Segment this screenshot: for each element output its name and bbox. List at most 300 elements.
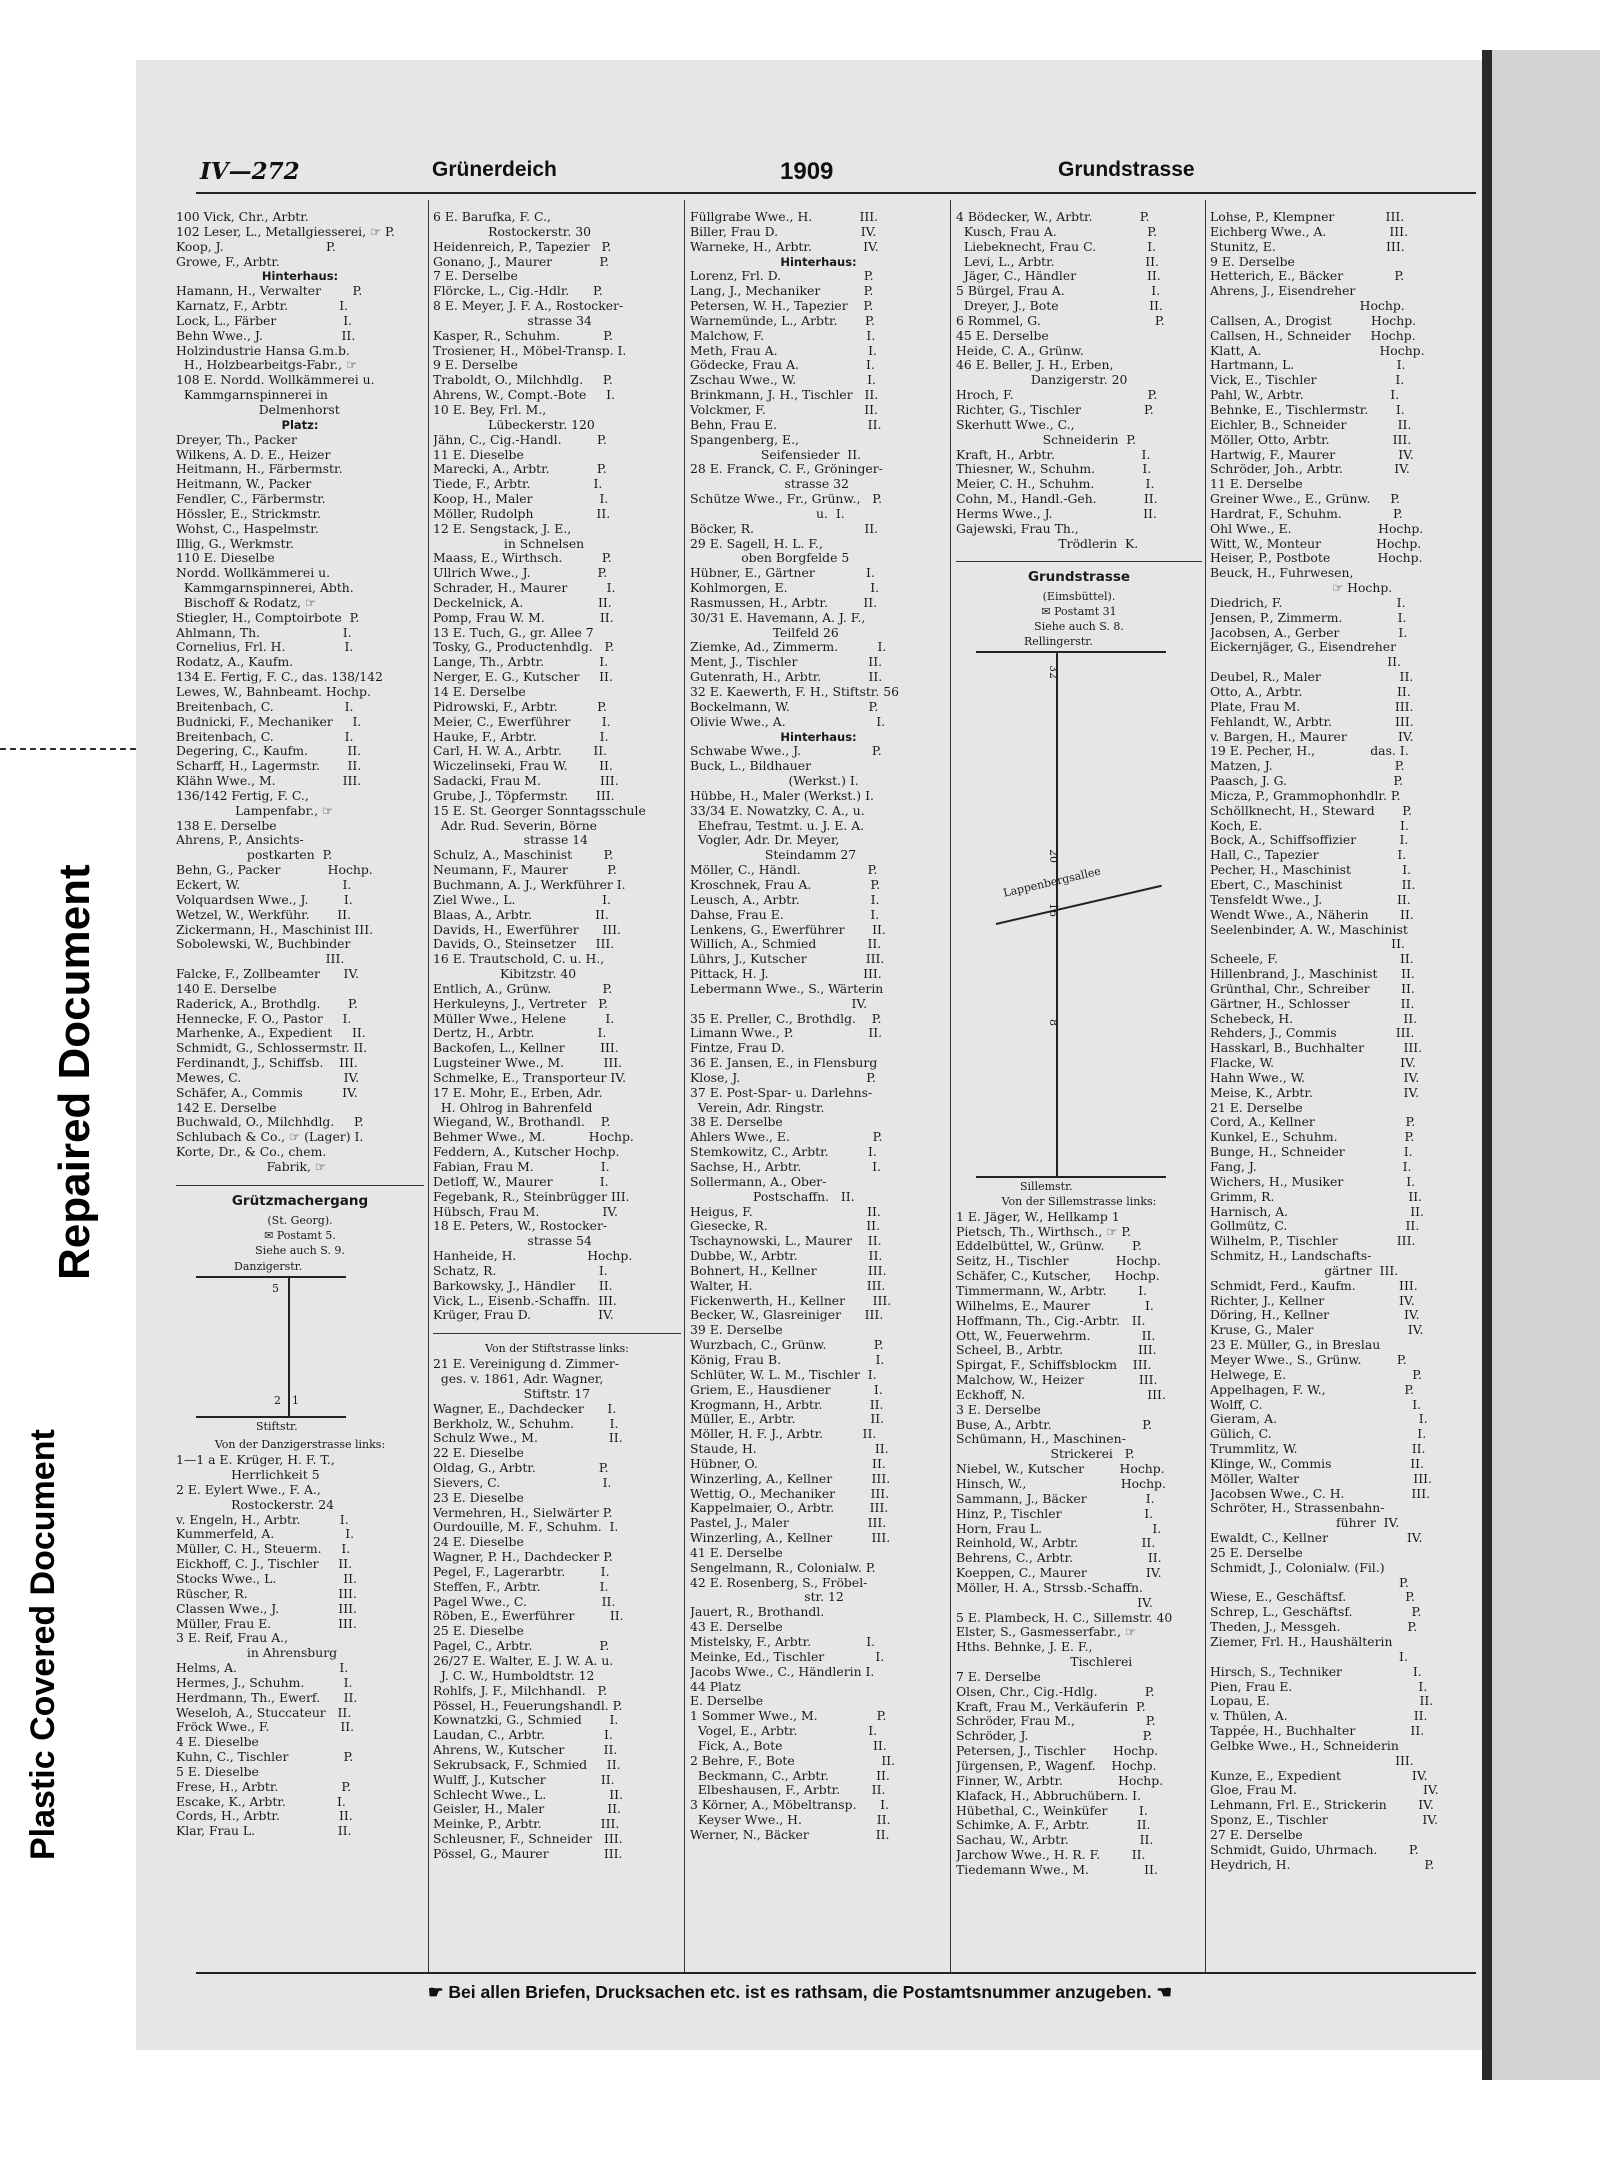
directory-entry: Behrens, C., Arbtr. II. bbox=[956, 1551, 1162, 1566]
directory-entry: Jacobsen Wwe., C. H. III. bbox=[1210, 1486, 1431, 1501]
directory-entry: Wilhelms, E., Maurer I. bbox=[956, 1298, 1154, 1313]
directory-entry: Pegel, F., Lagerarbtr. I. bbox=[433, 1564, 610, 1579]
directory-entry: Beckmann, C., Arbtr. II. bbox=[690, 1768, 890, 1783]
directory-entry: Cords, H., Arbtr. II. bbox=[176, 1809, 353, 1824]
directory-entry: 11 E. Dieselbe bbox=[433, 447, 524, 462]
directory-entry: in Ahrensburg bbox=[176, 1646, 338, 1661]
directory-entry: Vogler, Adr. Dr. Meyer, bbox=[690, 833, 840, 848]
directory-entry: Schütze Wwe., Fr., Grünw., P. bbox=[690, 492, 883, 507]
directory-entry: Harnisch, A. II. bbox=[1210, 1204, 1424, 1219]
directory-entry: Schulz, A., Maschinist P. bbox=[433, 848, 614, 863]
directory-entry: Geisler, H., Maler II. bbox=[433, 1802, 621, 1817]
directory-entry: Adr. Rud. Severin, Börne bbox=[433, 818, 598, 833]
directory-entry: 102 Leser, L., Metallgiesserei, ☞ P. bbox=[176, 224, 395, 239]
directory-entry: Winzerling, A., Kellner III. bbox=[690, 1471, 891, 1486]
directory-entry: Jauert, R., Brothandl. bbox=[690, 1605, 825, 1620]
directory-entry: Danzigerstr. 20 bbox=[956, 373, 1128, 388]
directory-entry: 142 E. Derselbe bbox=[176, 1100, 277, 1115]
directory-entry: Greiner Wwe., E., Grünw. P. bbox=[1210, 492, 1400, 507]
directory-entry: Schröder, Frau M., P. bbox=[956, 1714, 1156, 1729]
directory-entry: Hössler, E., Strickmstr. bbox=[176, 506, 321, 521]
directory-entry: Pagel Wwe., C. II. bbox=[433, 1594, 616, 1609]
directory-entry: Lugsteiner Wwe., M. III. bbox=[433, 1056, 623, 1071]
directory-entry: Escake, K., Arbtr. I. bbox=[176, 1794, 346, 1809]
directory-entry: Seelenbinder, A. W., Maschinist bbox=[1210, 922, 1408, 937]
directory-entry: Classen Wwe., J. III. bbox=[176, 1601, 357, 1616]
directory-entry: Hroch, F. P. bbox=[956, 388, 1158, 403]
directory-entry: Klatt, A. Hochp. bbox=[1210, 343, 1425, 358]
directory-entry: Hübethal, C., Weinküfer I. bbox=[956, 1803, 1148, 1818]
map-house-number: 2 bbox=[274, 1394, 281, 1408]
directory-entry: Koch, E. I. bbox=[1210, 818, 1409, 833]
directory-entry: Micza, P., Grammophonhdlr. P. bbox=[1210, 788, 1401, 803]
directory-entry: 136/142 Fertig, F. C., bbox=[176, 788, 309, 803]
directory-entry: Tschaynowski, L., Maurer II. bbox=[690, 1234, 882, 1249]
directory-entry: Ahlers Wwe., E. P. bbox=[690, 1130, 883, 1145]
map-house-number: 8 bbox=[1047, 1018, 1060, 1026]
directory-entry: Wilhelm, P., Tischler III. bbox=[1210, 1234, 1416, 1249]
directory-entry: Trödlerin K. bbox=[956, 536, 1139, 551]
directory-entry: Rasmussen, H., Arbtr. II. bbox=[690, 595, 878, 610]
directory-entry: Barkowsky, J., Händler II. bbox=[433, 1278, 613, 1293]
directory-entry: Verein, Adr. Ringstr. bbox=[690, 1100, 825, 1115]
directory-entry: Koeppen, C., Maurer IV. bbox=[956, 1566, 1162, 1581]
directory-entry: Appelhagen, F. W., P. bbox=[1210, 1382, 1415, 1397]
directory-entry: Möller, Walter III. bbox=[1210, 1471, 1432, 1486]
directory-entry: IV. bbox=[956, 1595, 1153, 1610]
directory-entry: v. Engeln, H., Arbtr. I. bbox=[176, 1512, 349, 1527]
directory-entry: Wichers, H., Musiker I. bbox=[1210, 1174, 1416, 1189]
directory-entry: Thiesner, W., Schuhm. I. bbox=[956, 462, 1152, 477]
directory-entry: Spangenberg, E., bbox=[690, 432, 799, 447]
directory-entry: Döring, H., Kellner IV. bbox=[1210, 1308, 1420, 1323]
directory-entry: Eichberg Wwe., A. III. bbox=[1210, 224, 1409, 239]
directory-entry: Kroschnek, Frau A. P. bbox=[690, 877, 881, 892]
directory-entry: III. bbox=[176, 952, 345, 967]
page-number: IV—272 bbox=[200, 158, 300, 185]
directory-entry: Meinke, P., Arbtr. III. bbox=[433, 1817, 620, 1832]
directory-entry: Wagner, E., Dachdecker I. bbox=[433, 1401, 617, 1416]
directory-entry: Kunkel, E., Schuhm. P. bbox=[1210, 1130, 1415, 1145]
directory-entry: Koop, J. P. bbox=[176, 239, 336, 254]
directory-entry: Müller, Frau E. III. bbox=[176, 1616, 357, 1631]
directory-entry: Malchow, F. I. bbox=[690, 328, 876, 343]
directory-entry: Hanheide, H. Hochp. bbox=[433, 1249, 633, 1264]
directory-entry: Eckhoff, N. III. bbox=[956, 1387, 1166, 1402]
directory-entry: Bischoff & Rodatz, ☞ bbox=[176, 595, 316, 610]
street-note: Von der Danzigerstrasse links: bbox=[214, 1438, 386, 1452]
directory-entry: Jacobs Wwe., C., Händlerin I. bbox=[690, 1664, 875, 1679]
directory-entry: H., Holzbearbeitgs-Fabr., ☞ bbox=[176, 358, 358, 373]
directory-entry: Kasper, R., Schuhm. P. bbox=[433, 328, 613, 343]
directory-entry: Heiser, P., Postbote Hochp. bbox=[1210, 551, 1423, 566]
directory-entry: Weseloh, A., Stuccateur II. bbox=[176, 1705, 352, 1720]
directory-entry: 2 E. Eylert Wwe., F. A., bbox=[176, 1482, 321, 1497]
directory-entry: Eddelbüttel, W., Grünw. P. bbox=[956, 1239, 1142, 1254]
directory-entry: Ferdinandt, J., Schiffsb. III. bbox=[176, 1056, 358, 1071]
directory-entry: 4 E. Dieselbe bbox=[176, 1735, 259, 1750]
directory-entry: Wendt Wwe., A., Näherin II. bbox=[1210, 907, 1414, 922]
directory-entry: Vick, L., Eisenb.-Schaffn. III. bbox=[433, 1293, 617, 1308]
directory-entry: 100 Vick, Chr., Arbtr. bbox=[176, 210, 309, 224]
directory-entry: Niebel, W., Kutscher Hochp. bbox=[956, 1462, 1165, 1477]
directory-entry: Detloff, W., Maurer I. bbox=[433, 1174, 609, 1189]
directory-entry: Möller, H. A., Strssb.-Schaffn. bbox=[956, 1580, 1143, 1595]
directory-entry: Volckmer, F. II. bbox=[690, 402, 878, 417]
directory-entry: Röben, E., Ewerführer II. bbox=[433, 1609, 624, 1624]
directory-entry: Herms Wwe., J. II. bbox=[956, 506, 1157, 521]
section-divider bbox=[433, 1333, 681, 1334]
directory-entry: 8 E. Meyer, J. F. A., Rostocker- bbox=[433, 299, 624, 314]
directory-entry: Möller, Rudolph II. bbox=[433, 506, 611, 521]
directory-entry: Davids, H., Ewerführer III. bbox=[433, 922, 621, 937]
directory-entry: 42 E. Rosenberg, S., Fröbel- bbox=[690, 1575, 868, 1590]
directory-entry: Möller, C., Händl. P. bbox=[690, 863, 878, 878]
directory-entry: Ebert, C., Maschinist II. bbox=[1210, 877, 1416, 892]
map-street-line bbox=[196, 1276, 346, 1278]
directory-entry: Stunitz, E. III. bbox=[1210, 239, 1405, 254]
directory-entry: Diedrich, F. I. bbox=[1210, 595, 1406, 610]
directory-entry: Marecki, A., Arbtr. P. bbox=[433, 462, 607, 477]
directory-entry: 23 E. Dieselbe bbox=[433, 1490, 524, 1505]
directory-entry: strasse 34 bbox=[433, 313, 592, 328]
map-house-number: 1 bbox=[292, 1394, 299, 1408]
street-map-gruetzmachergang bbox=[176, 1258, 424, 1438]
directory-entry: Ahrens, J., Eisendreher bbox=[1210, 284, 1356, 299]
directory-entry: 21 E. Derselbe bbox=[1210, 1100, 1303, 1115]
directory-entry: Lampenfabr., ☞ bbox=[176, 803, 334, 818]
directory-entry: 45 E. Derselbe bbox=[956, 328, 1049, 343]
directory-entry: Werner, N., Bäcker II. bbox=[690, 1827, 890, 1842]
footer-notice: ☛ Bei allen Briefen, Drucksachen etc. ist es rathsam, die Postamtsnummer anzugeben. ☚ bbox=[427, 1982, 1173, 2002]
directory-entry: Wagner, P. H., Dachdecker P. bbox=[433, 1550, 613, 1565]
directory-entry: Füllgrabe Wwe., H. III. bbox=[690, 210, 879, 224]
directory-entry: 17 E. Mohr, E., Erben, Adr. bbox=[433, 1085, 603, 1100]
directory-entry: Heitmann, H., Färbermstr. bbox=[176, 462, 343, 477]
directory-entry: Eckert, W. I. bbox=[176, 877, 352, 892]
directory-entry: Sollermann, A., Ober- bbox=[690, 1174, 827, 1189]
directory-entry: Fegebank, R., Steinbrügger III. bbox=[433, 1189, 630, 1204]
column-divider bbox=[428, 200, 429, 1972]
directory-entry: Rostockerstr. 24 bbox=[176, 1497, 334, 1512]
directory-entry: Lührs, J., Kutscher III. bbox=[690, 952, 885, 967]
directory-entry: Theden, J., Messgeh. P. bbox=[1210, 1620, 1418, 1635]
directory-entry: Wolff, C. I. bbox=[1210, 1397, 1422, 1412]
directory-entry: Schmidt, G., Schlossermstr. II. bbox=[176, 1041, 368, 1056]
directory-entry: König, Frau B. I. bbox=[690, 1352, 885, 1367]
directory-entry: Koop, H., Maler I. bbox=[433, 492, 609, 507]
map-street-label: Stiftstr. bbox=[256, 1420, 298, 1434]
directory-entry: Herrlichkeit 5 bbox=[176, 1468, 320, 1483]
directory-entry: Gieram, A. I. bbox=[1210, 1412, 1428, 1427]
directory-entry: Meier, C. H., Schuhm. I. bbox=[956, 477, 1155, 492]
directory-entry: Behn Wwe., J. II. bbox=[176, 328, 356, 343]
directory-entry: Hennecke, F. O., Pastor I. bbox=[176, 1011, 352, 1026]
directory-entry: Gülich, C. I. bbox=[1210, 1427, 1427, 1442]
directory-entry: Sponz, E., Tischler IV. bbox=[1210, 1813, 1438, 1828]
directory-entry: Griem, E., Hausdiener I. bbox=[690, 1382, 883, 1397]
directory-entry: Kibitzstr. 40 bbox=[433, 967, 577, 982]
directory-entry: Zickermann, H., Maschinist III. bbox=[176, 922, 374, 937]
directory-entry: Callsen, H., Schneider Hochp. bbox=[1210, 328, 1416, 343]
directory-entry: 13 E. Tuch, G., gr. Allee 7 bbox=[433, 625, 594, 640]
directory-entry: Leusch, A., Arbtr. I. bbox=[690, 892, 880, 907]
directory-entry: 35 E. Preller, C., Brothdlg. P. bbox=[690, 1011, 882, 1026]
directory-entry: 32 E. Kaewerth, F. H., Stiftstr. 56 bbox=[690, 685, 900, 699]
section-divider bbox=[956, 561, 1202, 562]
directory-entry: Buse, A., Arbtr. P. bbox=[956, 1417, 1153, 1432]
directory-entry: Heidenreich, P., Tapezier P. bbox=[433, 239, 612, 254]
directory-entry: Rehders, J., Commis III. bbox=[1210, 1026, 1415, 1041]
directory-entry: Grimm, R. II. bbox=[1210, 1189, 1423, 1204]
directory-entry: Rodatz, A., Kaufm. bbox=[176, 655, 294, 670]
directory-entry: Flacke, W. IV. bbox=[1210, 1056, 1416, 1071]
directory-entry: Vogel, E., Arbtr. I. bbox=[690, 1724, 878, 1739]
street-note: (Eimsbüttel). bbox=[1042, 590, 1116, 604]
directory-entry: Stemkowitz, C., Arbtr. I. bbox=[690, 1145, 877, 1160]
directory-entry: Becker, W., Glasreiniger III. bbox=[690, 1308, 884, 1323]
directory-entry: Grünthal, Chr., Schreiber II. bbox=[1210, 981, 1415, 996]
directory-entry: Laudan, C., Arbtr. I. bbox=[433, 1728, 613, 1743]
directory-entry: Hübner, O. II. bbox=[690, 1456, 886, 1471]
directory-entry: Growe, F., Arbtr. bbox=[176, 254, 280, 269]
directory-entry: Schmidt, J., Colonialw. (Fil.) bbox=[1210, 1560, 1385, 1575]
directory-entry: Schümann, H., Maschinen- bbox=[956, 1432, 1126, 1447]
directory-entry: Deckelnick, A. II. bbox=[433, 595, 612, 610]
directory-entry: Kammgarnspinnerei in bbox=[176, 388, 328, 403]
section-divider bbox=[176, 1185, 424, 1186]
directory-entry: Krogmann, H., Arbtr. II. bbox=[690, 1397, 884, 1412]
directory-entry: 21 E. Vereinigung d. Zimmer- bbox=[433, 1357, 620, 1372]
directory-entry: Carl, H. W. A., Arbtr. II. bbox=[433, 744, 608, 759]
directory-entry: Lübeckerstr. 120 bbox=[433, 417, 595, 432]
directory-entry: P. bbox=[1210, 1575, 1409, 1590]
directory-entry: Delmenhorst bbox=[176, 402, 340, 417]
directory-entry: 24 E. Dieselbe bbox=[433, 1535, 524, 1550]
directory-entry: Behn, Frau E. II. bbox=[690, 417, 882, 432]
directory-entry: 10 E. Bey, Frl. M., bbox=[433, 402, 547, 417]
repaired-document-label: Repaired Document bbox=[50, 864, 99, 1280]
directory-entry: Kruse, G., Maler IV. bbox=[1210, 1323, 1424, 1338]
street-note: Siehe auch S. 9. bbox=[255, 1243, 345, 1257]
directory-entry: Pidrowski, F., Arbtr. P. bbox=[433, 699, 607, 714]
directory-entry: Finner, W., Arbtr. Hochp. bbox=[956, 1773, 1164, 1788]
directory-entry: Skerhutt Wwe., C., bbox=[956, 417, 1075, 432]
directory-entry: Kummerfeld, A. I. bbox=[176, 1527, 355, 1542]
directory-entry: Hall, C., Tapezier I. bbox=[1210, 848, 1407, 863]
directory-entry: Ziel Wwe., L. I. bbox=[433, 892, 611, 907]
directory-entry: Kuhn, C., Tischler P. bbox=[176, 1750, 354, 1765]
directory-entry: Fehlandt, W., Arbtr. III. bbox=[1210, 714, 1414, 729]
directory-entry: Falcke, F., Zollbeamter IV. bbox=[176, 967, 360, 982]
directory-entry: Biller, Frau D. IV. bbox=[690, 224, 877, 239]
directory-entry: Nerger, E. G., Kutscher II. bbox=[433, 670, 613, 685]
directory-entry: Eickernjäger, G., Eisendreher bbox=[1210, 640, 1396, 655]
directory-entry: Steffen, F., Arbtr. I. bbox=[433, 1579, 609, 1594]
directory-entry: Helms, A. I. bbox=[176, 1661, 349, 1676]
directory-entry: Lewes, W., Bahnbeamt. Hochp. bbox=[176, 685, 371, 699]
directory-entry: Hinsch, W., Hochp. bbox=[956, 1476, 1166, 1491]
directory-entry: Illig, G., Werkmstr. bbox=[176, 536, 294, 551]
directory-entry: Tosky, G., Productenhdlg. P. bbox=[433, 640, 615, 655]
directory-entry: Backofen, L., Kellner III. bbox=[433, 1041, 619, 1056]
directory-entry: Gärtner, H., Schlosser II. bbox=[1210, 996, 1415, 1011]
directory-entry: Stiftstr. 17 bbox=[433, 1386, 591, 1401]
directory-entry: 44 Platz bbox=[690, 1679, 741, 1694]
directory-entry: 36 E. Jansen, E., in Flensburg bbox=[690, 1056, 878, 1071]
directory-entry: Hths. Behnke, J. E. F., bbox=[956, 1640, 1093, 1655]
map-street-label: Danzigerstr. bbox=[234, 1260, 303, 1274]
directory-entry: Müller, E., Arbtr. II. bbox=[690, 1412, 885, 1427]
directory-entry: Schimke, A. F., Arbtr. II. bbox=[956, 1818, 1151, 1833]
directory-entry: Scheele, F. II. bbox=[1210, 952, 1414, 967]
directory-entry: Müller, C. H., Steuerm. I. bbox=[176, 1542, 351, 1557]
directory-entry: Karnatz, F., Arbtr. I. bbox=[176, 299, 349, 314]
directory-entry: Petersen, W. H., Tapezier P. bbox=[690, 299, 874, 314]
directory-entry: Neumann, F., Maurer P. bbox=[433, 863, 617, 878]
directory-entry: Lohse, P., Klempner III. bbox=[1210, 210, 1405, 224]
directory-entry: Gelbke Wwe., H., Schneiderin bbox=[1210, 1738, 1399, 1753]
header-year: 1909 bbox=[780, 158, 834, 185]
directory-entry: 18 E. Peters, W., Rostocker- bbox=[433, 1219, 608, 1234]
directory-entry: Hochp. bbox=[1210, 299, 1405, 314]
directory-entry: Buck, L., Bildhauer bbox=[690, 759, 812, 774]
directory-entry: v. Bargen, H., Maurer IV. bbox=[1210, 729, 1414, 744]
directory-entry: Lange, Th., Arbtr. I. bbox=[433, 655, 609, 670]
directory-entry: Helwege, E. P. bbox=[1210, 1367, 1422, 1382]
directory-entry: Klinge, W., Commis II. bbox=[1210, 1456, 1424, 1471]
directory-entry: Schröder, Joh., Arbtr. IV. bbox=[1210, 462, 1410, 477]
directory-entry: 37 E. Post-Spar- u. Darlehns- bbox=[690, 1085, 873, 1100]
directory-entry: Heide, C. A., Grünw. bbox=[956, 343, 1084, 358]
directory-entry: Schlecht Wwe., L. II. bbox=[433, 1787, 623, 1802]
directory-entry: Fintze, Frau D. bbox=[690, 1041, 785, 1056]
footer-rule bbox=[196, 1972, 1476, 1974]
directory-entry: 6 E. Barufka, F. C., bbox=[433, 210, 551, 224]
directory-entry: Klähn Wwe., M. III. bbox=[176, 774, 362, 789]
directory-entry: Kownatzki, G., Schmied I. bbox=[433, 1713, 619, 1728]
street-note: ✉ Postamt 31 bbox=[1041, 605, 1117, 619]
header-left-title: Grünerdeich bbox=[432, 158, 557, 181]
directory-entry: Olivie Wwe., A. I. bbox=[690, 714, 886, 729]
directory-entry: IV. bbox=[690, 996, 868, 1011]
map-street-label: Lappenbergsallee bbox=[1002, 864, 1103, 900]
directory-entry: I. bbox=[1210, 1649, 1408, 1664]
directory-entry: Rohlfs, J. F., Milchhandl. P. bbox=[433, 1683, 608, 1698]
directory-entry: 5 E. Dieselbe bbox=[176, 1764, 259, 1779]
directory-entry: Hartwig, F., Maurer IV. bbox=[1210, 447, 1414, 462]
directory-entry: Dreyer, J., Bote II. bbox=[956, 299, 1163, 314]
directory-entry: Schröter, H., Strassenbahn- bbox=[1210, 1501, 1385, 1516]
directory-entry: führer IV. bbox=[1210, 1516, 1400, 1531]
directory-entry: Marhenke, A., Expedient II. bbox=[176, 1026, 366, 1041]
directory-entry: Timmermann, W., Arbtr. I. bbox=[956, 1284, 1147, 1298]
directory-entry: Hasskarl, B., Buchhalter III. bbox=[1210, 1041, 1423, 1056]
directory-entry: Rostockerstr. 30 bbox=[433, 224, 591, 239]
directory-entry: 43 E. Derselbe bbox=[690, 1620, 783, 1635]
directory-entry: Holzindustrie Hansa G.m.b. bbox=[176, 343, 350, 358]
directory-entry: Fabrik, ☞ bbox=[176, 1160, 327, 1174]
directory-entry: Korte, Dr., & Co., chem. bbox=[176, 1145, 327, 1160]
directory-entry: Lebermann Wwe., S., Wärterin bbox=[690, 981, 884, 996]
directory-entry: 110 E. Dieselbe bbox=[176, 551, 275, 566]
directory-column-1 bbox=[176, 210, 424, 1970]
column-divider bbox=[950, 200, 951, 1972]
directory-entry: Schrep, L., Geschäftsf. P. bbox=[1210, 1605, 1422, 1620]
directory-entry: 7 E. Derselbe bbox=[433, 269, 518, 284]
directory-entry: Ahrens, P., Ansichts- bbox=[176, 833, 304, 848]
directory-entry: 5 Bürgel, Frau A. I. bbox=[956, 284, 1161, 299]
directory-entry: Bohnert, H., Kellner III. bbox=[690, 1263, 887, 1278]
directory-entry: Eichler, B., Schneider II. bbox=[1210, 417, 1412, 432]
directory-entry: Wurzbach, C., Grünw. P. bbox=[690, 1338, 884, 1353]
directory-entry: 108 E. Nordd. Wollkämmerei u. bbox=[176, 373, 375, 388]
street-note: (St. Georg). bbox=[267, 1213, 333, 1227]
directory-entry: Eickhoff, C. J., Tischler II. bbox=[176, 1557, 353, 1572]
map-street-label: Rellingerstr. bbox=[1024, 634, 1093, 648]
directory-entry: 19 E. Pecher, H., das. I. bbox=[1210, 744, 1409, 759]
directory-entry: Klose, J. P. bbox=[690, 1070, 876, 1085]
directory-entry: Willich, A., Schmied II. bbox=[690, 937, 882, 952]
directory-entry: Kappelmaier, O., Arbtr. III. bbox=[690, 1501, 889, 1516]
directory-entry: 30/31 E. Havemann, A. J. F., bbox=[690, 610, 866, 625]
directory-entry: Strickerei P. bbox=[956, 1447, 1135, 1462]
directory-entry: Lock, L., Färber I. bbox=[176, 313, 353, 328]
directory-entry: Schebeck, H. II. bbox=[1210, 1011, 1418, 1026]
directory-entry: Meise, K., Arbtr. IV. bbox=[1210, 1085, 1420, 1100]
directory-entry: Pössel, H., Feuerungshandl. P. bbox=[433, 1698, 623, 1713]
directory-entry: 14 E. Derselbe bbox=[433, 685, 526, 699]
cut-line bbox=[0, 748, 136, 750]
directory-entry: Hirsch, S., Techniker I. bbox=[1210, 1664, 1422, 1679]
directory-entry: Tiede, F., Arbtr. I. bbox=[433, 477, 603, 492]
directory-entry: Heigus, F. II. bbox=[690, 1204, 881, 1219]
directory-entry: Schneiderin P. bbox=[956, 432, 1137, 447]
directory-entry: Ziemke, Ad., Zimmerm. I. bbox=[690, 640, 887, 655]
directory-entry: Gödecke, Frau A. I. bbox=[690, 358, 875, 373]
directory-entry: Hamann, H., Verwalter P. bbox=[176, 284, 363, 299]
directory-entry: Hübner, E., Gärtner I. bbox=[690, 566, 875, 581]
directory-entry: Lang, J., Mechaniker P. bbox=[690, 284, 874, 299]
directory-entry: E. Derselbe bbox=[690, 1694, 764, 1709]
directory-entry: Dahse, Frau E. I. bbox=[690, 907, 880, 922]
directory-entry: Pössel, G., Maurer III. bbox=[433, 1846, 623, 1861]
directory-entry: Stiegler, H., Comptoirbote P. bbox=[176, 610, 360, 625]
directory-entry: Kammgarnspinnerei, Abth. bbox=[176, 581, 354, 596]
directory-entry: Ehefrau, Testmt. u. J. E. A. bbox=[690, 818, 865, 833]
column-divider bbox=[1205, 200, 1206, 1972]
street-note: Von der Stiftstrasse links: bbox=[485, 1342, 629, 1356]
directory-entry: Hardrat, F., Schuhm. P. bbox=[1210, 506, 1403, 521]
directory-entry: 11 E. Derselbe bbox=[1210, 477, 1303, 492]
directory-entry: Warnemünde, L., Arbtr. P. bbox=[690, 313, 875, 328]
directory-entry: Berkholz, W., Schuhm. I. bbox=[433, 1416, 619, 1431]
directory-entry: Bunge, H., Schneider I. bbox=[1210, 1145, 1413, 1160]
directory-entry: Gloe, Frau M. IV. bbox=[1210, 1783, 1439, 1798]
directory-entry: 23 E. Müller, G., in Breslau bbox=[1210, 1338, 1381, 1353]
directory-entry: Teilfeld 26 bbox=[690, 625, 839, 640]
directory-entry: II. bbox=[1210, 655, 1401, 670]
directory-entry: Fröck Wwe., F. II. bbox=[176, 1720, 355, 1735]
directory-entry: Schrader, H., Maurer I. bbox=[433, 581, 616, 596]
directory-entry: v. Thülen, A. II. bbox=[1210, 1709, 1428, 1724]
directory-entry: Hübbe, H., Maler (Werkst.) I. bbox=[690, 788, 874, 803]
directory-entry: Fendler, C., Färbermstr. bbox=[176, 492, 326, 507]
directory-entry: Maass, E., Wirthsch. P. bbox=[433, 551, 612, 566]
directory-entry: Möller, Otto, Arbtr. III. bbox=[1210, 432, 1412, 447]
directory-entry: Hübsch, Frau M. IV. bbox=[433, 1204, 618, 1219]
directory-entry: 140 E. Derselbe bbox=[176, 981, 277, 996]
